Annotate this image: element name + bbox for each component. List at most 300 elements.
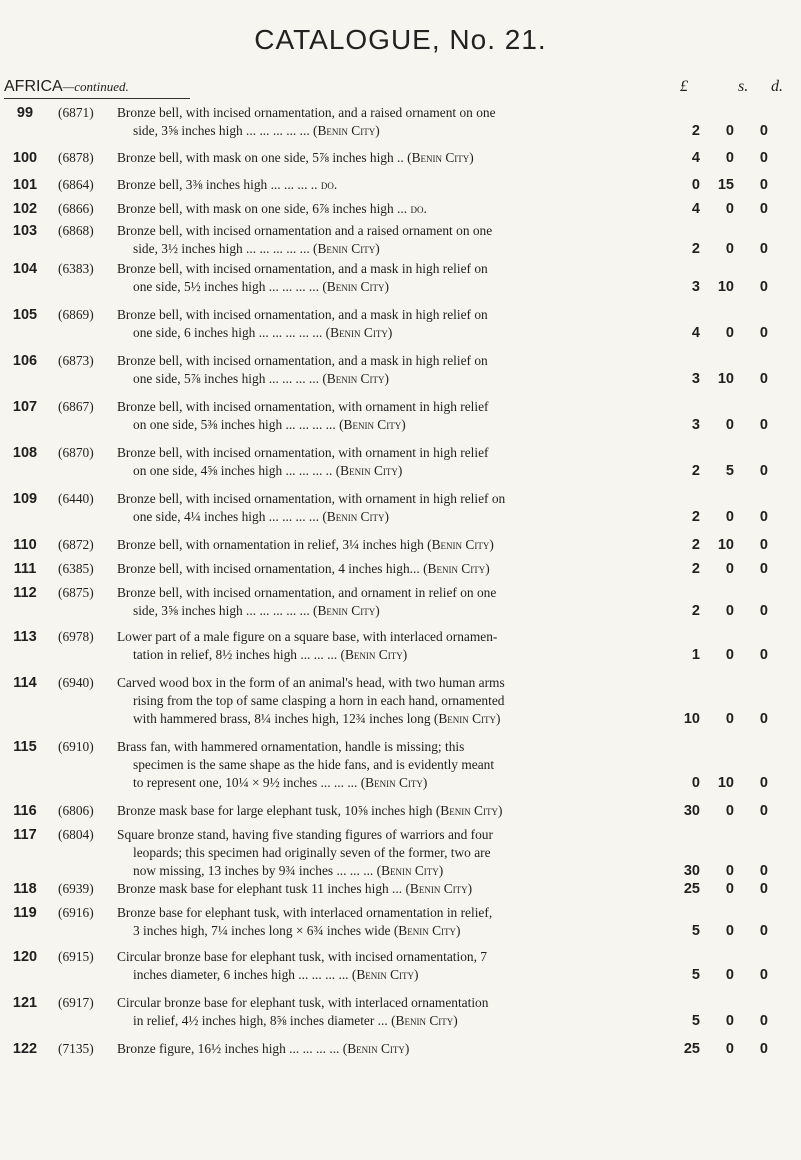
entry-number: 104 [12, 261, 38, 277]
price-pounds: 5 [691, 967, 700, 983]
entry-location: (Benin City) [407, 150, 474, 165]
section-continued: —continued. [62, 79, 129, 94]
description-text: Square bronze stand, having five standing figures of warriors and four [117, 827, 493, 842]
entry-number: 109 [12, 491, 38, 507]
description-text: on one side, 4⅝ inches high ... ... ... .. [133, 463, 333, 478]
description-text: leopards; this specimen had originally seven of the former, two are [133, 845, 491, 860]
description-text: specimen is the same shape as the hide fans, and is evidently meant [133, 757, 495, 772]
entry-reference: (6866) [58, 201, 94, 216]
catalogue-entry [0, 904, 801, 940]
description-text: Bronze bell, with incised ornamentation, with ornament in high relief [117, 399, 489, 414]
description-line [117, 826, 662, 844]
price-pounds: 2 [691, 463, 700, 479]
entry-location: (Benin City) [340, 647, 408, 662]
description-text: Bronze bell, with incised ornamentation and a raised ornament on one [117, 223, 493, 238]
entry-price [672, 508, 768, 526]
price-shillings: 0 [725, 241, 734, 257]
price-pounds: 2 [691, 123, 700, 139]
section-heading [4, 78, 129, 96]
catalogue-entry [0, 628, 801, 664]
entry-description [117, 176, 662, 194]
entry-price [672, 646, 768, 664]
entry-price [672, 200, 768, 218]
price-shillings: 0 [725, 803, 734, 819]
description-line [117, 398, 662, 416]
description-text: side, 3⅝ inches high ... ... ... ... ... [133, 603, 310, 618]
price-shillings: 0 [725, 150, 734, 166]
description-line [117, 862, 662, 880]
entry-location: (Benin City) [360, 775, 428, 790]
entry-location: (Benin City) [423, 561, 490, 576]
price-shillings: 0 [725, 923, 734, 939]
description-text: Bronze bell, 3⅜ inches high ... ... ... .. [117, 177, 318, 192]
catalogue-entry [0, 1040, 801, 1058]
description-text: on one side, 5⅜ inches high ... ... ... ... [133, 417, 336, 432]
price-pounds: 25 [683, 881, 700, 897]
description-line [117, 692, 662, 710]
entry-location: (Benin City) [313, 123, 380, 138]
entry-number: 105 [12, 307, 38, 323]
catalogue-entry [0, 149, 801, 167]
description-text: side, 3⅝ inches high ... ... ... ... ... [133, 123, 310, 138]
description-text: Bronze mask base for large elephant tusk, 10⅝ inches high [117, 803, 433, 818]
description-text: Bronze base for elephant tusk, with interlaced ornamentation in relief, [117, 905, 493, 920]
entry-price [672, 149, 768, 167]
price-shillings: 0 [725, 1013, 734, 1029]
price-shillings: 0 [725, 1041, 734, 1057]
entry-number: 102 [12, 201, 38, 217]
price-pence: 0 [759, 325, 768, 341]
description-line [117, 994, 662, 1012]
entry-description [117, 149, 662, 167]
description-line [117, 560, 662, 578]
description-line [117, 602, 662, 620]
entry-reference: (6440) [58, 491, 94, 506]
entry-description [117, 352, 662, 388]
price-pence: 0 [759, 509, 768, 525]
description-line [117, 536, 662, 554]
description-line [117, 416, 662, 434]
price-pence: 0 [759, 561, 768, 577]
entry-price [672, 370, 768, 388]
entry-reference: (6806) [58, 803, 94, 818]
entry-description [117, 994, 662, 1030]
entry-price [672, 966, 768, 984]
section-name: AFRICA [4, 78, 63, 95]
price-pounds: 4 [691, 325, 700, 341]
entry-description [117, 738, 662, 792]
entry-reference: (6940) [58, 675, 94, 690]
entry-location: (Benin City) [339, 417, 406, 432]
catalogue-entry [0, 994, 801, 1030]
entry-reference: (6804) [58, 827, 94, 842]
entry-number: 108 [12, 445, 38, 461]
price-pence: 0 [759, 177, 768, 193]
price-pounds: 25 [683, 1041, 700, 1057]
description-line [117, 444, 662, 462]
description-text: Bronze bell, with incised ornamentation, and a mask in high relief on [117, 353, 488, 368]
entry-number: 120 [12, 949, 38, 965]
entry-reference: (6910) [58, 739, 94, 754]
entry-location: (Benin City) [342, 1041, 410, 1056]
price-pounds: 2 [691, 603, 700, 619]
price-shillings: 0 [725, 647, 734, 663]
entry-number: 100 [12, 150, 38, 166]
entry-description [117, 444, 662, 480]
price-pence: 0 [759, 923, 768, 939]
entry-number: 117 [13, 827, 37, 843]
entry-reference: (6916) [58, 905, 94, 920]
catalogue-entry [0, 802, 801, 820]
entry-number: 116 [13, 803, 37, 819]
catalogue-entry [0, 104, 801, 140]
entry-price [672, 560, 768, 578]
catalogue-entry [0, 176, 801, 194]
description-text: Bronze bell, with incised ornamentation, with ornament in high relief on [117, 491, 506, 506]
description-line [117, 104, 662, 122]
entry-number: 112 [13, 585, 37, 601]
price-shillings: 0 [725, 561, 734, 577]
description-line [117, 508, 662, 526]
description-text: Bronze bell, with incised ornamentation, and a mask in high relief on [117, 261, 488, 276]
price-shillings: 5 [725, 463, 734, 479]
currency-pounds-header: £ [680, 78, 688, 95]
entry-reference: (6868) [58, 223, 94, 238]
description-text: tation in relief, 8½ inches high ... ... ... [133, 647, 338, 662]
entry-description [117, 826, 662, 880]
description-text: Bronze bell, with incised ornamentation, and a raised ornament on one [117, 105, 496, 120]
entry-description [117, 880, 662, 898]
entry-price [672, 240, 768, 258]
entry-number: 122 [12, 1041, 38, 1057]
price-pounds: 5 [691, 1013, 700, 1029]
entry-number: 119 [13, 905, 37, 921]
page-title: CATALOGUE, No. 21. [254, 24, 547, 55]
price-shillings: 10 [717, 537, 734, 553]
entry-number: 106 [12, 353, 38, 369]
entry-number: 111 [13, 561, 37, 577]
description-line [117, 200, 662, 218]
description-text: Bronze bell, with ornamentation in relief, 3¼ inches high [117, 537, 424, 552]
entry-location: (Benin City) [322, 371, 389, 386]
catalogue-entry [0, 880, 801, 898]
price-pounds: 5 [691, 923, 700, 939]
price-pence: 0 [759, 863, 768, 879]
description-text: Bronze bell, with incised ornamentation, and ornament in relief on one [117, 585, 497, 600]
description-text: in relief, 4½ inches high, 8⅝ inches diameter ... [133, 1013, 388, 1028]
description-line [117, 738, 662, 756]
entry-price [672, 602, 768, 620]
description-line [117, 278, 662, 296]
entry-description [117, 222, 662, 258]
catalogue-entry [0, 584, 801, 620]
price-pence: 0 [759, 463, 768, 479]
entry-reference: (6869) [58, 307, 94, 322]
price-pence: 0 [759, 150, 768, 166]
price-shillings: 10 [717, 775, 734, 791]
price-pounds: 30 [683, 803, 700, 819]
description-text: Bronze mask base for elephant tusk 11 inches high ... [117, 881, 403, 896]
entry-reference: (6871) [58, 105, 94, 120]
price-shillings: 0 [725, 201, 734, 217]
entry-number: 99 [16, 105, 34, 121]
entry-location: (Benin City) [313, 603, 380, 618]
description-line [117, 176, 662, 194]
entry-price [672, 536, 768, 554]
price-shillings: 15 [717, 177, 734, 193]
entry-number: 101 [12, 177, 38, 193]
price-pounds: 3 [691, 279, 700, 295]
entry-location: (Benin City) [335, 463, 403, 478]
description-text: rising from the top of same clasping a horn in each hand, ornamented [133, 693, 505, 708]
entry-price [672, 802, 768, 820]
price-pence: 0 [759, 803, 768, 819]
description-line [117, 674, 662, 692]
entry-price [672, 710, 768, 728]
description-text: Bronze bell, with incised ornamentation, with ornament in high relief [117, 445, 489, 460]
price-pence: 0 [759, 775, 768, 791]
description-text: side, 3½ inches high ... ... ... ... ... [133, 241, 310, 256]
entry-description [117, 260, 662, 296]
entry-reference: (6873) [58, 353, 94, 368]
price-shillings: 0 [725, 123, 734, 139]
entry-reference: (6872) [58, 537, 94, 552]
price-pence: 0 [759, 1041, 768, 1057]
price-pounds: 0 [691, 775, 700, 791]
price-shillings: 0 [725, 863, 734, 879]
description-line [117, 922, 662, 940]
entry-location: (Benin City) [322, 279, 389, 294]
description-line [117, 1040, 662, 1058]
entry-price [672, 324, 768, 342]
entry-number: 107 [12, 399, 38, 415]
catalogue-entry [0, 200, 801, 218]
currency-pence-header: d. [771, 78, 783, 95]
price-shillings: 0 [725, 603, 734, 619]
currency-shillings-header: s. [738, 78, 749, 95]
description-text: Circular bronze base for elephant tusk, with incised ornamentation, 7 [117, 949, 487, 964]
entry-location: (Benin City) [313, 241, 380, 256]
description-line [117, 646, 662, 664]
entry-reference: (6917) [58, 995, 94, 1010]
entry-number: 118 [13, 881, 37, 897]
entry-location: (Benin City) [435, 803, 503, 818]
entry-number: 115 [13, 739, 37, 755]
price-shillings: 0 [725, 711, 734, 727]
price-pounds: 0 [691, 177, 700, 193]
price-pounds: 4 [691, 201, 700, 217]
description-line [117, 756, 662, 774]
price-shillings: 0 [725, 881, 734, 897]
description-text: Bronze bell, with mask on one side, 5⅞ inches high .. [117, 150, 404, 165]
entry-reference: (6383) [58, 261, 94, 276]
price-pounds: 3 [691, 371, 700, 387]
entry-description [117, 1040, 662, 1058]
catalogue-entry [0, 306, 801, 342]
description-line [117, 1012, 662, 1030]
description-text: 3 inches high, 7¼ inches long × 6¾ inches wide [133, 923, 391, 938]
entry-location: (Benin City) [322, 509, 389, 524]
entry-description [117, 560, 662, 578]
entry-reference: (6939) [58, 881, 94, 896]
section-underline [4, 98, 190, 99]
entry-description [117, 200, 662, 218]
description-line [117, 966, 662, 984]
description-line [117, 880, 662, 898]
price-pounds: 30 [683, 863, 700, 879]
description-line [117, 149, 662, 167]
entry-reference: (6978) [58, 629, 94, 644]
entry-location: do. [320, 177, 338, 192]
description-line [117, 844, 662, 862]
description-text: one side, 5⅞ inches high ... ... ... ... [133, 371, 319, 386]
price-pounds: 2 [691, 537, 700, 553]
catalogue-entry [0, 674, 801, 728]
description-line [117, 306, 662, 324]
description-text: one side, 4¼ inches high ... ... ... ... [133, 509, 319, 524]
entry-reference: (6385) [58, 561, 94, 576]
price-shillings: 0 [725, 417, 734, 433]
description-text: Circular bronze base for elephant tusk, with interlaced ornamentation [117, 995, 489, 1010]
entry-location: (Benin City) [391, 1013, 458, 1028]
catalogue-entry [0, 948, 801, 984]
catalogue-entry [0, 352, 801, 388]
entry-price [672, 122, 768, 140]
catalogue-entry [0, 560, 801, 578]
price-pence: 0 [759, 279, 768, 295]
entry-price [672, 880, 768, 898]
description-text: with hammered brass, 8¼ inches high, 12¾ inches long [133, 711, 431, 726]
description-line [117, 240, 662, 258]
price-pence: 0 [759, 647, 768, 663]
entry-price [672, 774, 768, 792]
entry-description [117, 948, 662, 984]
entry-location: (Benin City) [393, 923, 461, 938]
description-line [117, 904, 662, 922]
price-shillings: 0 [725, 325, 734, 341]
entry-number: 113 [13, 629, 37, 645]
price-pounds: 3 [691, 417, 700, 433]
entry-location: (Benin City) [351, 967, 419, 982]
price-pounds: 2 [691, 561, 700, 577]
price-pence: 0 [759, 371, 768, 387]
description-line [117, 352, 662, 370]
entry-description [117, 398, 662, 434]
description-line [117, 260, 662, 278]
price-pence: 0 [759, 1013, 768, 1029]
entry-description [117, 674, 662, 728]
price-pence: 0 [759, 881, 768, 897]
price-pence: 0 [759, 711, 768, 727]
price-shillings: 10 [717, 371, 734, 387]
price-pounds: 1 [691, 647, 700, 663]
entry-reference: (6870) [58, 445, 94, 460]
catalogue-entry [0, 398, 801, 434]
entry-description [117, 584, 662, 620]
entry-location: (Benin City) [405, 881, 473, 896]
price-pounds: 2 [691, 241, 700, 257]
catalogue-entry [0, 536, 801, 554]
description-text: Bronze bell, with incised ornamentation, and a mask in high relief on [117, 307, 488, 322]
entry-number: 121 [12, 995, 38, 1011]
description-line [117, 324, 662, 342]
price-pence: 0 [759, 241, 768, 257]
price-pence: 0 [759, 417, 768, 433]
catalogue-entry [0, 260, 801, 296]
price-pence: 0 [759, 123, 768, 139]
entry-number: 114 [13, 675, 37, 691]
description-line [117, 122, 662, 140]
description-text: Brass fan, with hammered ornamentation, handle is missing; this [117, 739, 465, 754]
entry-price [672, 278, 768, 296]
price-pounds: 10 [683, 711, 700, 727]
entry-description [117, 306, 662, 342]
description-text: one side, 5½ inches high ... ... ... ... [133, 279, 319, 294]
entry-description [117, 904, 662, 940]
entry-price [672, 462, 768, 480]
description-line [117, 490, 662, 508]
price-pounds: 2 [691, 509, 700, 525]
description-text: now missing, 13 inches by 9¾ inches ... ... ... [133, 863, 374, 878]
description-text: inches diameter, 6 inches high ... ... ... ... [133, 967, 349, 982]
price-shillings: 10 [717, 279, 734, 295]
catalogue-entry [0, 444, 801, 480]
description-text: to represent one, 10¼ × 9½ inches ... ... ... [133, 775, 358, 790]
entry-reference: (6875) [58, 585, 94, 600]
description-line [117, 774, 662, 792]
description-line [117, 802, 662, 820]
description-line [117, 628, 662, 646]
entry-price [672, 176, 768, 194]
entry-reference: (7135) [58, 1041, 94, 1056]
description-text: Carved wood box in the form of an animal's head, with two human arms [117, 675, 505, 690]
price-pounds: 4 [691, 150, 700, 166]
entry-location: (Benin City) [433, 711, 501, 726]
description-line [117, 584, 662, 602]
description-text: Bronze bell, with mask on one side, 6⅞ inches high ... [117, 201, 408, 216]
catalogue-entry [0, 222, 801, 258]
entry-location: do. [410, 201, 427, 216]
entry-reference: (6915) [58, 949, 94, 964]
entry-description [117, 490, 662, 526]
entry-description [117, 628, 662, 664]
entry-reference: (6878) [58, 150, 94, 165]
entry-description [117, 802, 662, 820]
entry-number: 103 [12, 223, 38, 239]
description-line [117, 948, 662, 966]
description-text: one side, 6 inches high ... ... ... ... ... [133, 325, 323, 340]
price-pence: 0 [759, 537, 768, 553]
entry-price [672, 862, 768, 880]
description-line [117, 370, 662, 388]
catalogue-entry [0, 826, 801, 880]
entry-description [117, 536, 662, 554]
entry-price [672, 416, 768, 434]
entry-location: (Benin City) [427, 537, 494, 552]
price-pence: 0 [759, 967, 768, 983]
description-text: Bronze figure, 16½ inches high ... ... ... ... [117, 1041, 340, 1056]
price-pence: 0 [759, 201, 768, 217]
description-line [117, 710, 662, 728]
entry-location: (Benin City) [325, 325, 393, 340]
entry-reference: (6867) [58, 399, 94, 414]
price-shillings: 0 [725, 509, 734, 525]
description-line [117, 222, 662, 240]
entry-reference: (6864) [58, 177, 94, 192]
entry-price [672, 1040, 768, 1058]
entry-description [117, 104, 662, 140]
entry-location: (Benin City) [376, 863, 444, 878]
